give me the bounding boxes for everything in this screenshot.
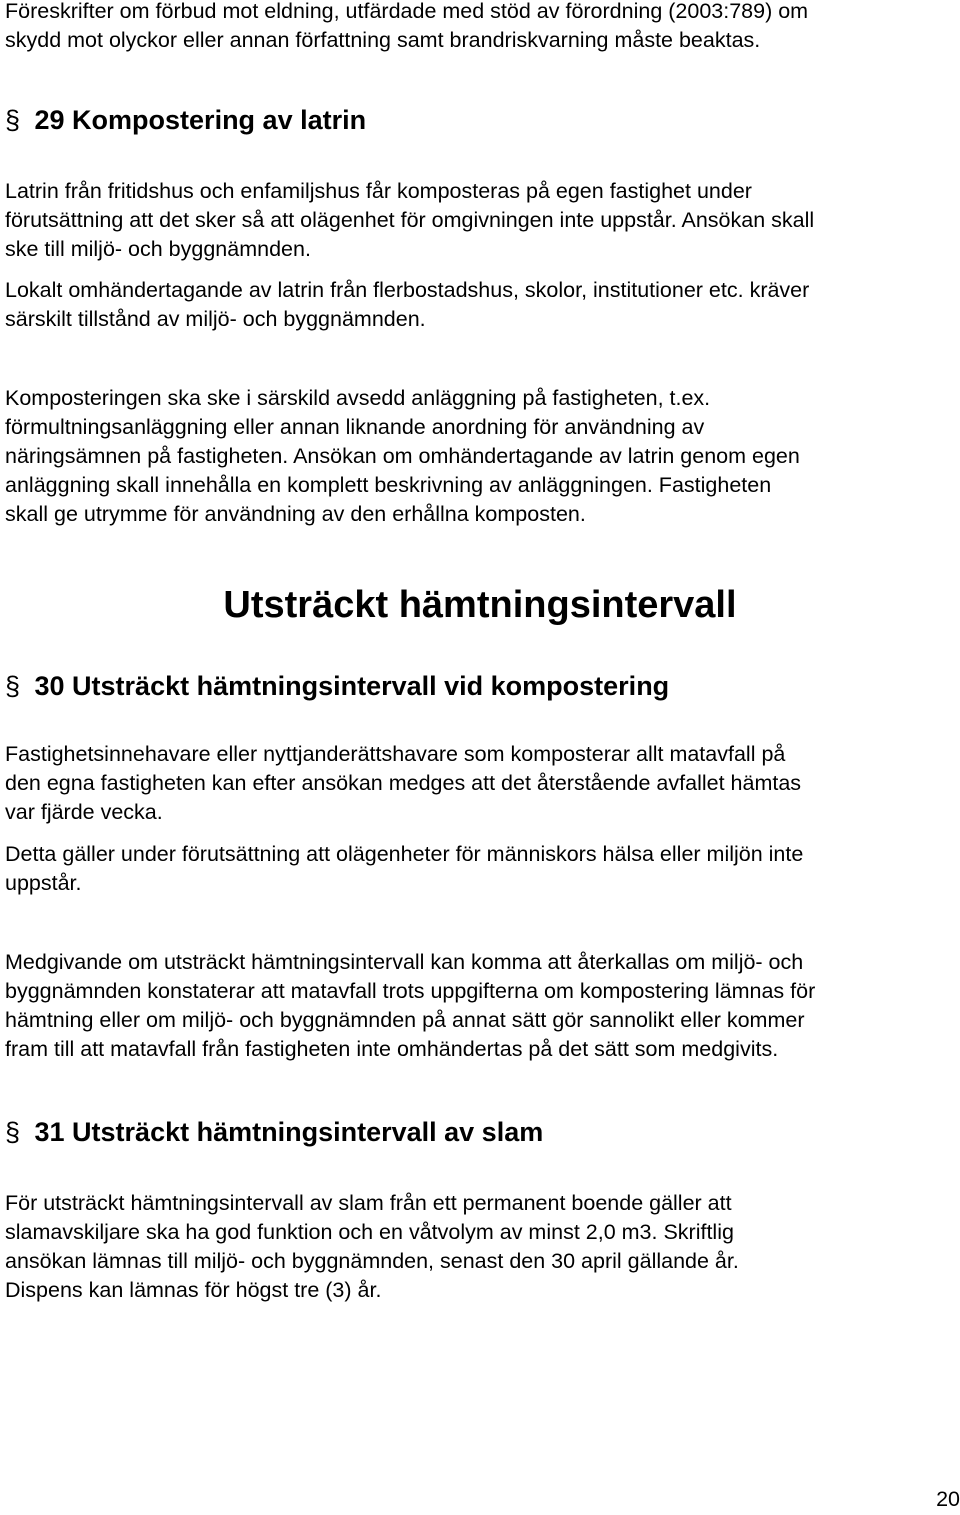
intro-line-1: Föreskrifter om förbud mot eldning, utfärdade med stöd av förordning (2003:789) om bbox=[5, 0, 809, 23]
s29-p3-line-2: förmultningsanläggning eller annan liknande anordning för användning av bbox=[5, 415, 705, 439]
s29-p2-line-1: Lokalt omhändertagande av latrin från flerbostadshus, skolor, institutioner etc. kräver bbox=[5, 278, 810, 302]
section-31-heading bbox=[5, 1116, 543, 1148]
s31-p1-line-2: slamavskiljare ska ha god funktion och en våtvolym av minst 2,0 m3. Skriftlig bbox=[5, 1220, 734, 1244]
s30-p3-line-4: fram till att matavfall från fastigheten inte omhändertas på det sätt som medgivits. bbox=[5, 1037, 779, 1061]
intro-line-2: skydd mot olyckor eller annan författning samt brandriskvarning måste beaktas. bbox=[5, 28, 761, 52]
s30-p3-line-2: byggnämnden konstaterar att matavfall trots uppgifterna om kompostering lämnas för bbox=[5, 979, 816, 1003]
s30-p1-line-2: den egna fastigheten kan efter ansökan medges att det återstående avfallet hämtas bbox=[5, 771, 802, 795]
s30-p1-line-1: Fastighetsinnehavare eller nyttjanderättshavare som komposterar allt matavfall på bbox=[5, 742, 786, 766]
s29-p2-line-2: särskilt tillstånd av miljö- och byggnämnden. bbox=[5, 307, 426, 331]
s29-p3-line-3: näringsämnen på fastigheten. Ansökan om omhändertagande av latrin genom egen bbox=[5, 444, 800, 468]
s30-p3-line-1: Medgivande om utsträckt hämtningsintervall kan komma att återkallas om miljö- och bbox=[5, 950, 804, 974]
s31-p1-line-1: För utsträckt hämtningsintervall av slam från ett permanent boende gäller att bbox=[5, 1191, 732, 1215]
s29-p3-line-1: Komposteringen ska ske i särskild avsedd anläggning på fastigheten, t.ex. bbox=[5, 386, 711, 410]
main-heading: Utsträckt hämtningsintervall bbox=[223, 584, 737, 626]
section-mark: § bbox=[5, 1117, 21, 1147]
s30-p3-line-3: hämtning eller om miljö- och byggnämnden på annat sätt gör sannolikt eller kommer bbox=[5, 1008, 805, 1032]
section-29-title: 29 Kompostering av latrin bbox=[34, 105, 367, 135]
section-mark: § bbox=[5, 671, 21, 701]
s29-p1-line-1: Latrin från fritidshus och enfamiljshus får komposteras på egen fastighet under bbox=[5, 179, 752, 203]
section-30-title: 30 Utsträckt hämtningsintervall vid kompostering bbox=[34, 671, 670, 701]
s30-p2-line-1: Detta gäller under förutsättning att olägenheter för människors hälsa eller miljön inte bbox=[5, 842, 804, 866]
s29-p3-line-4: anläggning skall innehålla en komplett beskrivning av anläggningen. Fastigheten bbox=[5, 473, 772, 497]
s29-p1-line-2: förutsättning att det sker så att olägenhet för omgivningen inte uppstår. Ansökan skall bbox=[5, 208, 815, 232]
page-number: 20 bbox=[936, 1487, 960, 1511]
section-31-title: 31 Utsträckt hämtningsintervall av slam bbox=[34, 1117, 544, 1147]
s30-p1-line-3: var fjärde vecka. bbox=[5, 800, 163, 824]
section-29-heading bbox=[5, 104, 366, 136]
s30-p2-line-2: uppstår. bbox=[5, 871, 82, 895]
section-mark: § bbox=[5, 105, 21, 135]
s29-p1-line-3: ske till miljö- och byggnämnden. bbox=[5, 237, 311, 261]
section-30-heading bbox=[5, 670, 669, 702]
s31-p1-line-4: Dispens kan lämnas för högst tre (3) år. bbox=[5, 1278, 382, 1302]
s31-p1-line-3: ansökan lämnas till miljö- och byggnämnden, senast den 30 april gällande år. bbox=[5, 1249, 739, 1273]
s29-p3-line-5: skall ge utrymme för användning av den erhållna komposten. bbox=[5, 502, 586, 526]
